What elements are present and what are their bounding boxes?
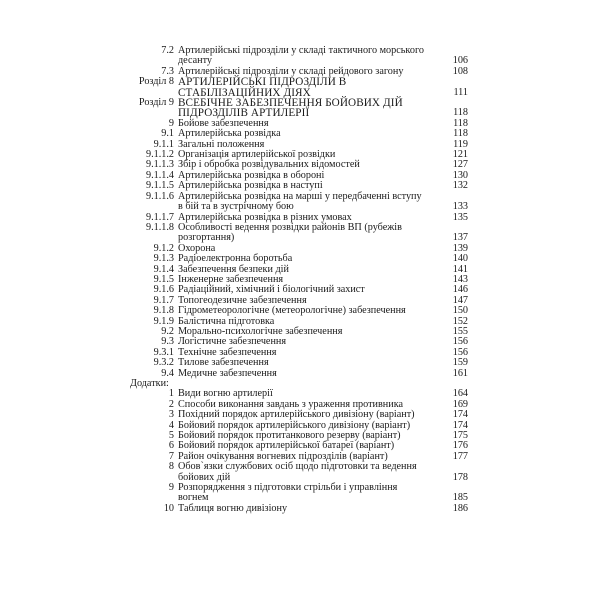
toc-number: Розділ 8: [138, 76, 174, 88]
toc-title: Інженерне забезпечення: [178, 273, 284, 285]
toc-title: Артилерійські підрозділи у складі тактичного морського десанту: [178, 45, 424, 67]
toc-row: [128, 223, 468, 244]
toc-number: 9.1.5: [153, 273, 174, 285]
toc-number: 9.1.1.3: [145, 159, 174, 171]
toc-page-number: 143: [452, 273, 468, 285]
toc-number: 9.1.9: [153, 315, 174, 327]
toc-title: Способи виконання завдань з ураження противника: [178, 398, 404, 410]
toc-number: 9.3: [161, 336, 174, 348]
toc-page-number: 155: [452, 325, 468, 337]
toc-page-number: 174: [452, 419, 468, 431]
toc-title: Розпорядження з підготовки стрільби і управління вогнем: [178, 482, 398, 504]
toc-page-number: 169: [452, 398, 468, 410]
toc-row: [128, 306, 468, 316]
toc-number: 9.1.8: [153, 305, 174, 317]
toc-page-number: 150: [452, 305, 468, 317]
toc-title: Балістична підготовка: [178, 315, 275, 327]
toc-number: 4: [168, 419, 174, 431]
toc-number: 7.2: [161, 45, 174, 56]
table-of-contents: [128, 46, 468, 514]
toc-page-number: 156: [452, 346, 468, 358]
toc-title: Логістичне забезпечення: [178, 336, 287, 348]
toc-title: Топогеодезичне забезпечення: [178, 294, 307, 306]
toc-page-number: 185: [452, 492, 468, 504]
toc-page-number: 156: [452, 336, 468, 348]
toc-number: 5: [168, 430, 174, 442]
toc-page-number: 175: [452, 430, 468, 442]
toc-row: [128, 192, 468, 213]
toc-page-number: 118: [453, 107, 468, 119]
toc-page-number: 127: [452, 159, 468, 171]
toc-title: Збір і обробка розвідувальних відомостей: [178, 159, 360, 171]
toc-title: Технічне забезпечення: [178, 346, 277, 358]
toc-number: 9: [168, 117, 174, 129]
toc-row: [128, 46, 468, 67]
toc-title: Бойове забезпечення: [178, 117, 269, 129]
toc-page-number: 111: [453, 86, 468, 98]
appendix-label: Додатки:: [130, 378, 169, 389]
toc-number: 2: [168, 398, 174, 410]
toc-row: [128, 462, 468, 483]
toc-number: 9.1.7: [153, 294, 174, 306]
toc-title: Забезпечення безпеки дій: [178, 263, 289, 275]
toc-page-number: 118: [453, 117, 468, 129]
toc-page-number: 137: [452, 232, 468, 244]
toc-number: 7.3: [161, 65, 174, 77]
toc-title: Медичне забезпечення: [178, 367, 277, 379]
toc-number: 7: [168, 450, 174, 462]
toc-title: Радіаційний, хімічний і біологічний захист: [178, 284, 365, 296]
toc-row: [128, 504, 468, 514]
toc-number: 9.4: [161, 367, 174, 379]
toc-page-number: 108: [452, 65, 468, 77]
toc-page-number: 161: [452, 367, 468, 379]
toc-number: Розділ 9: [138, 97, 174, 109]
toc-page-number: 146: [452, 284, 468, 296]
toc-number: 9.1.2: [153, 242, 174, 254]
toc-title: АРТИЛЕРІЙСЬКІ ПІДРОЗДІЛИ В СТАБІЛІЗАЦІЙНИХ ДІЯХ: [178, 76, 347, 99]
toc-title: Артилерійські підрозділи у складі рейдового загону: [178, 65, 404, 77]
toc-page-number: 118: [453, 128, 468, 140]
toc-number: 9.1: [161, 128, 174, 140]
toc-row: [128, 369, 468, 379]
toc-number: 9.1.1.6: [145, 190, 174, 202]
toc-title: Охорона: [178, 242, 216, 254]
toc-number: 9.1.6: [153, 284, 174, 296]
toc-number: 3: [168, 409, 174, 421]
toc-number: 9.2: [161, 325, 174, 337]
toc-page-number: 176: [452, 440, 468, 452]
toc-title: Види вогню артилерії: [178, 388, 273, 400]
toc-number: 9.3.1: [153, 346, 174, 358]
toc-title: Артилерійська розвідка в обороні: [178, 169, 325, 181]
toc-number: 10: [163, 502, 174, 514]
toc-section-row: [128, 98, 468, 119]
toc-number: 1: [168, 388, 174, 400]
toc-title: Тилове забезпечення: [178, 357, 269, 369]
toc-title: Загальні положення: [178, 138, 265, 150]
toc-number: 9.3.2: [153, 357, 174, 369]
toc-page-number: 186: [452, 502, 468, 514]
toc-number: 9.1.1.2: [145, 149, 174, 161]
toc-page-number: 121: [452, 149, 468, 161]
toc-title: Обов`язки службових осіб щодо підготовки та ведення бойових дій: [178, 461, 417, 483]
toc-page-number: 152: [452, 315, 468, 327]
toc-page-number: 140: [452, 253, 468, 265]
toc-page-number: 178: [452, 471, 468, 483]
toc-entries: [128, 46, 468, 379]
toc-title: Особливості ведення розвідки районів ВП (рубежів розгортання): [178, 221, 402, 244]
toc-title: Артилерійська розвідка: [178, 128, 281, 140]
toc-row: [128, 254, 468, 264]
toc-number: 9.1.4: [153, 263, 174, 275]
toc-page-number: 177: [452, 450, 468, 462]
toc-page-number: 130: [452, 169, 468, 181]
toc-title: Бойовий порядок артилерійської батареї (варіант): [178, 440, 395, 452]
toc-title: Організація артилерійської розвідки: [178, 149, 336, 161]
toc-page-number: 141: [452, 263, 468, 275]
toc-title: Таблиця вогню дивізіону: [178, 502, 288, 514]
toc-page-number: 133: [452, 201, 468, 213]
toc-number: 8: [168, 461, 174, 473]
toc-title: Артилерійська розвідка на марші у передбаченні вступу в бій та в зустрічному бою: [178, 190, 422, 213]
toc-number: 9.1.1.5: [145, 180, 174, 192]
toc-section-row: [128, 77, 468, 98]
toc-page-number: 164: [452, 388, 468, 400]
toc-page-number: 139: [452, 242, 468, 254]
toc-title: Радіоелектронна боротьба: [178, 253, 293, 265]
toc-page-number: 132: [452, 180, 468, 192]
toc-title: Артилерійська розвідка в різних умовах: [178, 211, 352, 223]
toc-number: 6: [168, 440, 174, 452]
toc-number: 9.1.3: [153, 253, 174, 265]
toc-title: Бойовий порядок протитанкового резерву (варіант): [178, 430, 401, 442]
toc-title: ВСЕБІЧНЕ ЗАБЕЗПЕЧЕННЯ БОЙОВИХ ДІЙ ПІДРОЗДІЛІВ АРТИЛЕРІЇ: [178, 97, 403, 120]
toc-page-number: 174: [452, 409, 468, 421]
appendix-entries: [128, 389, 468, 514]
toc-page-number: 135: [452, 211, 468, 223]
toc-page-number: 159: [452, 357, 468, 369]
toc-number: 9.1.1: [153, 138, 174, 150]
toc-number: 9: [168, 482, 174, 494]
toc-number: 9.1.1.7: [145, 211, 174, 223]
toc-title: Морально-психологічне забезпечення: [178, 325, 343, 337]
toc-title: Похідний порядок артилерійського дивізіону (варіант): [178, 409, 415, 421]
toc-row: [128, 483, 468, 504]
toc-page-number: 106: [452, 55, 468, 67]
toc-title: Гідрометеорологічне (метеорологічне) забезпечення: [178, 305, 406, 317]
toc-page-number: 147: [452, 294, 468, 306]
toc-title: Район очікування вогневих підрозділів (варіант): [178, 450, 388, 462]
toc-number: 9.1.1.8: [145, 221, 174, 233]
toc-title: Артилерійська розвідка в наступі: [178, 180, 323, 192]
toc-title: Бойовий порядок артилерійського дивізіону (варіант): [178, 419, 411, 431]
toc-page-number: 119: [453, 138, 468, 150]
toc-number: 9.1.1.4: [145, 169, 174, 181]
